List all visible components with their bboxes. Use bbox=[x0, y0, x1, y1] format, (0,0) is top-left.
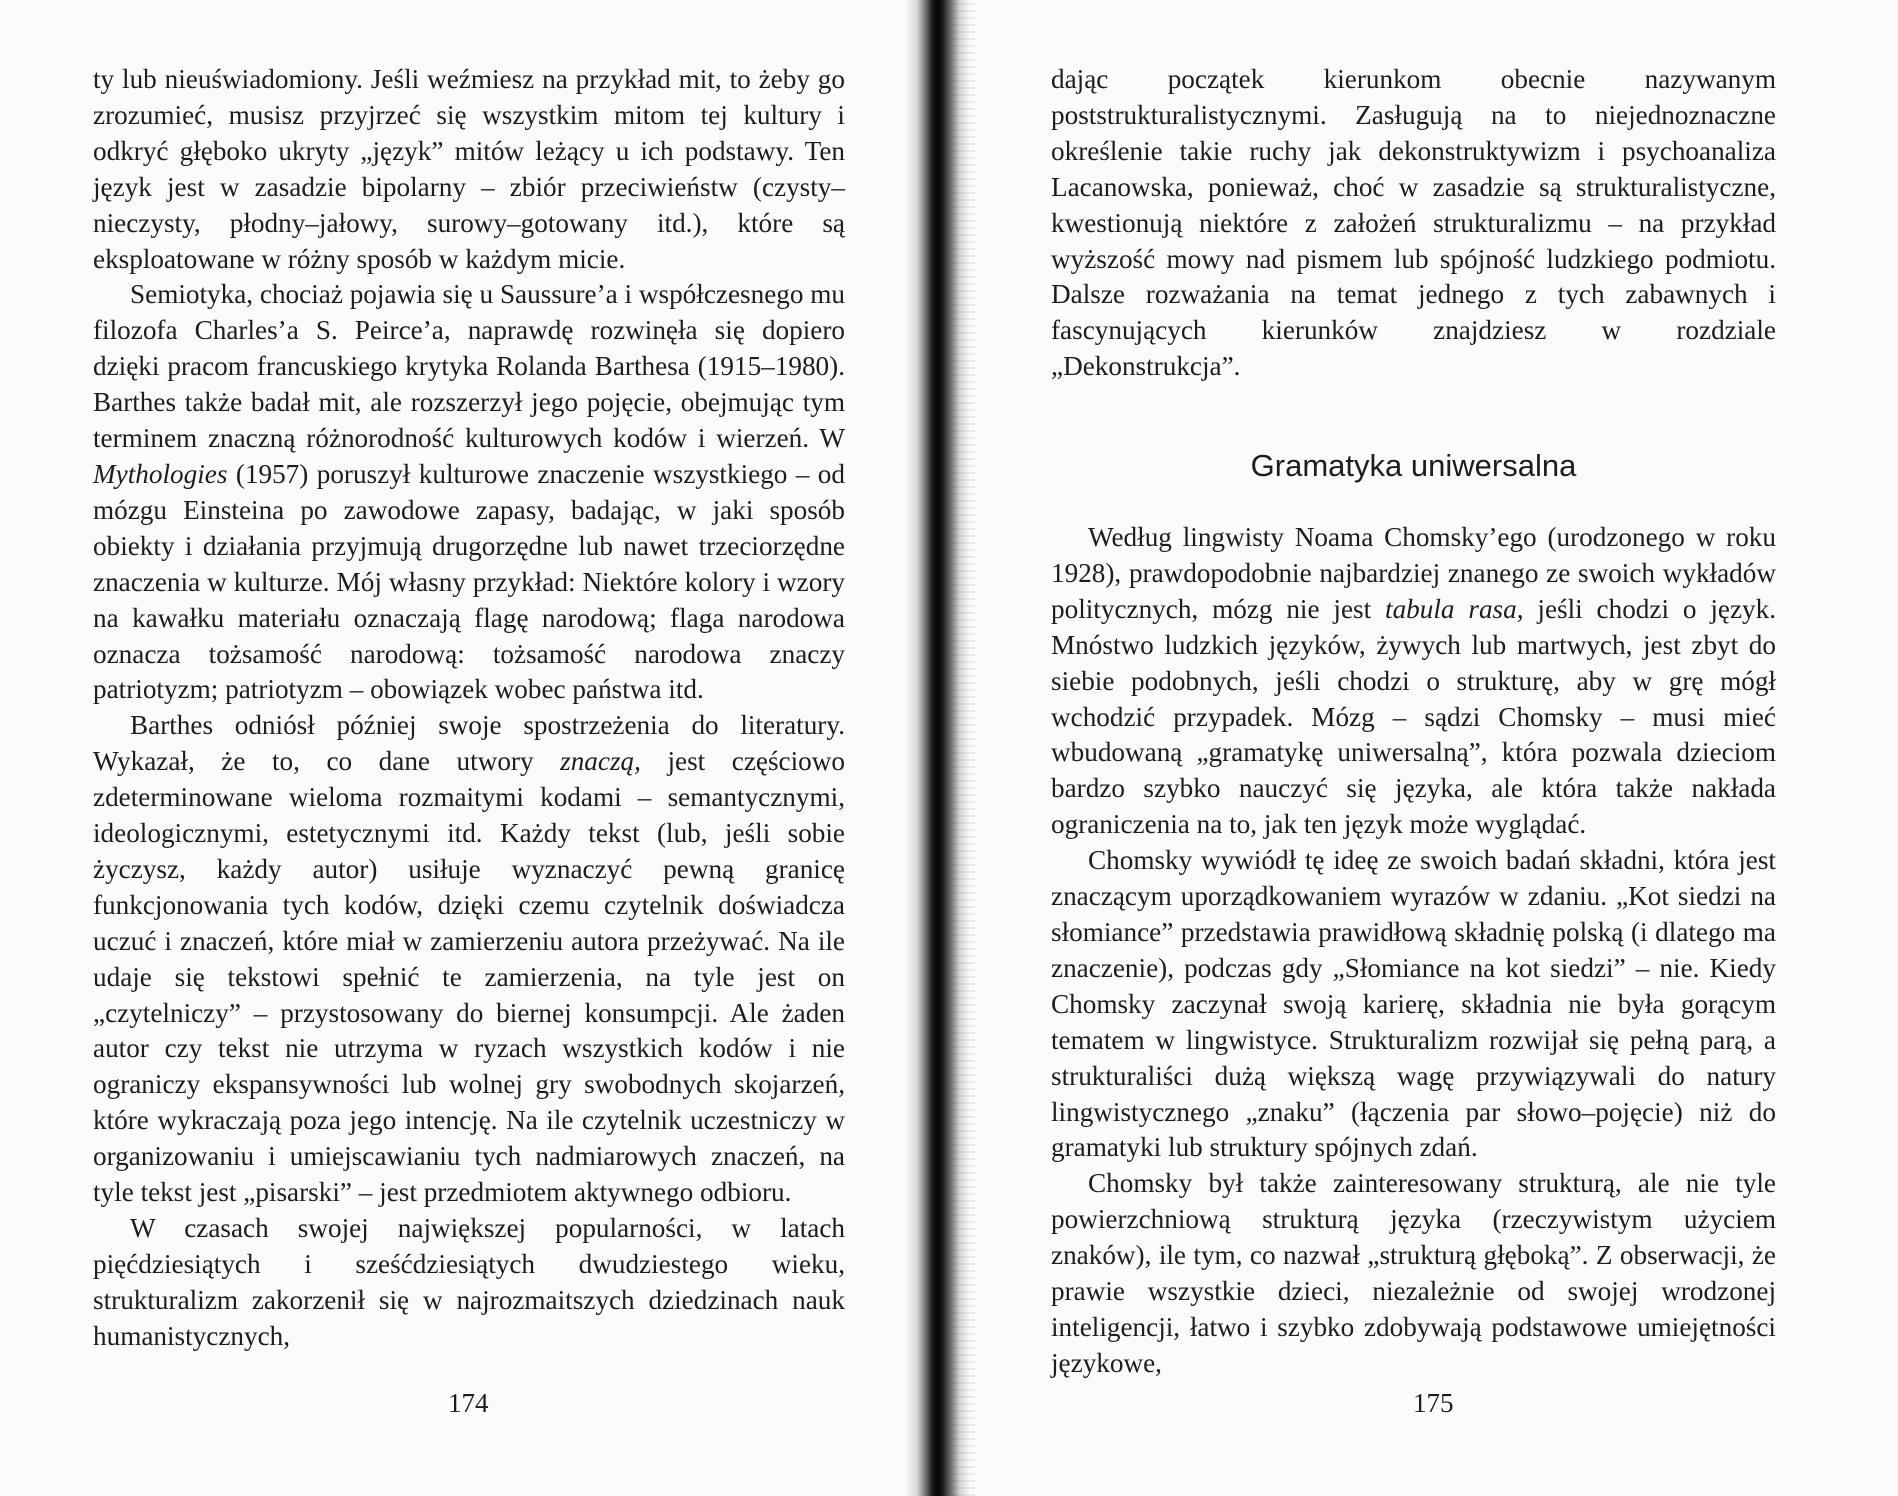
italic-text: znaczą, bbox=[560, 746, 641, 777]
paragraph bbox=[1051, 843, 1776, 1166]
right-page bbox=[970, 0, 1898, 1496]
paragraph bbox=[1051, 62, 1776, 385]
book-gutter bbox=[905, 0, 970, 1496]
text-segment: jest częściowo zdeterminowane wieloma rozmaitymi kodami – semantycznymi, ideologicznymi, estetycznymi itd. Każdy tekst (lub, jeśli sobie życzysz, każdy autor) usiłuje wyznaczyć pewną granicę funkcjonowania tych kodów, dzięki czemu czytelnik doświadcza uczuć i znaczeń, które miał w zamierzeniu autora przeżywać. Na ile udaje się tekstowi spełnić te zamierzenia, na tyle jest on „czytelniczy” – przystosowany do biernej konsumpcji. Ale żaden autor czy tekst nie utrzyma w ryzach wszystkich kodów i nie ograniczy ekspansywności lub wolnej gry swobodnych skojarzeń, które wykraczają poza jego intencję. Na ile czytelnik uczestniczy w organizowaniu i umiejscawianiu tych nadmiarowych znaczeń, na tyle tekst jest „pisarski” – jest przedmiotem aktywnego odbioru. bbox=[93, 746, 845, 1208]
italic-text: tabula rasa, bbox=[1385, 593, 1524, 624]
paragraph bbox=[93, 1211, 845, 1355]
text-segment: W czasach swojej największej popularności, w latach pięćdziesiątych i sześćdziesiątych dwudziestego wieku, strukturalizm zakorzenił się w najrozmaitszych dziedzinach nauk humanistycznych, bbox=[93, 1213, 845, 1351]
page-number-right: 175 bbox=[1413, 1388, 1454, 1418]
section-heading: Gramatyka uniwersalna bbox=[1250, 448, 1577, 483]
left-page bbox=[0, 0, 905, 1496]
paragraph bbox=[93, 708, 845, 1211]
paragraph bbox=[93, 277, 845, 708]
text-segment: Semiotyka, chociaż pojawia się u Saussure’a i współczesnego mu filozofa Charles’a S. Peirce’a, naprawdę rozwinęła się dopiero dzięki pracom francuskiego krytyka Rolanda Barthesa (1915–1980). Barthes także badał mit, ale rozszerzył jego pojęcie, obejmując tym terminem znaczną różnorodność kulturowych kodów i wierzeń. W bbox=[93, 279, 845, 454]
text-segment: Chomsky był także zainteresowany strukturą, ale nie tyle powierzchniową strukturą języka (rzeczywistym użyciem znaków), ile tym, co nazwał „strukturą głęboką”. Z obserwacji, że prawie wszystkie dzieci, niezależnie od swojej wrodzonej inteligencji, łatwo i szybko zdobywają podstawowe umiejętności językowe, bbox=[1051, 1168, 1776, 1378]
text-segment: (1957) poruszył kulturowe znaczenie wszystkiego – od mózgu Einsteina po zawodowe zapasy, badając, w jaki sposób obiekty i działania przyjmują drugorzędne lub nawet trzeciorzędne znaczenia w kulturze. Mój własny przykład: Niektóre kolory i wzory na kawałku materiału oznaczają flagę narodową; flaga narodowa oznacza tożsamość narodową: tożsamość narodowa znaczy patriotyzm; patriotyzm – obowiązek wobec państwa itd. bbox=[93, 458, 845, 705]
paragraph bbox=[1051, 520, 1776, 843]
italic-text: Mythologies bbox=[93, 458, 228, 489]
text-segment: Chomsky wywiódł tę ideę ze swoich badań składni, która jest znaczącym uporządkowaniem wyrazów w zdaniu. „Kot siedzi na słomiance” przedstawia prawidłową składnię polską (i dlatego ma znaczenie), podczas gdy „Słomiance na kot siedzi” – nie. Kiedy Chomsky zaczynał swoją karierę, składnia nie była gorącym tematem w lingwistyce. Strukturalizm rozwijał się pełną parą, a strukturaliści dużą większą wagę przywiązywali do natury lingwistycznego „znaku” (łączenia par słowo–pojęcie) niż do gramatyki lub struktury spójnych zdań. bbox=[1051, 845, 1776, 1163]
right-page-body-bottom bbox=[1051, 520, 1776, 1382]
text-segment: jeśli chodzi o język. Mnóstwo ludzkich języków, żywych lub martwych, jest zbyt do siebie podobnych, jeśli chodzi o strukturę, aby w grę mógł wchodzić przypadek. Mózg – sądzi Chomsky – musi mieć wbudowaną „gramatykę uniwersalną”, która pozwala dzieciom bardzo szybko nauczyć się języka, ale która także nakłada ograniczenia na to, jak ten język może wyglądać. bbox=[1051, 593, 1777, 840]
page-number-left: 174 bbox=[448, 1388, 489, 1418]
paragraph bbox=[1051, 1166, 1776, 1381]
text-segment: dając początek kierunkom obecnie nazywanym poststrukturalistycznymi. Zasługują na to niejednoznaczne określenie takie ruchy jak dekonstruktywizm i psychoanaliza Lacanowska, ponieważ, choć w zasadzie są strukturalistyczne, kwestionują niektóre z założeń strukturalizmu – na przykład wyższość mowy nad pismem lub spójność ludzkiego podmiotu. Dalsze rozważania na temat jednego z tych zabawnych i fascynujących kierunków znajdziesz w rozdziale „Dekonstrukcja”. bbox=[1051, 64, 1776, 382]
left-page-body bbox=[93, 62, 845, 1355]
text-segment: Barthes odniósł później swoje spostrzeżenia do literatury. Wykazał, że to, co dane utwory bbox=[93, 710, 845, 777]
text-segment: Według lingwisty Noama Chomsky’ego (urodzonego w roku 1928), prawdopodobnie najbardziej znanego ze swoich wykładów politycznych, mózg nie jest bbox=[1051, 522, 1776, 624]
right-page-body-top bbox=[1051, 62, 1776, 385]
paragraph bbox=[93, 62, 845, 277]
text-segment: ty lub nieuświadomiony. Jeśli weźmiesz na przykład mit, to żeby go zrozumieć, musisz przyjrzeć się wszystkim mitom tej kultury i odkryć głęboko ukryty „język” mitów leżący u ich podstawy. Ten język jest w zasadzie bipolarny – zbiór przeciwieństw (czysty–nieczysty, płodny–jałowy, surowy–gotowany itd.), które są eksploatowane w różny sposób w każdym micie. bbox=[93, 64, 845, 274]
